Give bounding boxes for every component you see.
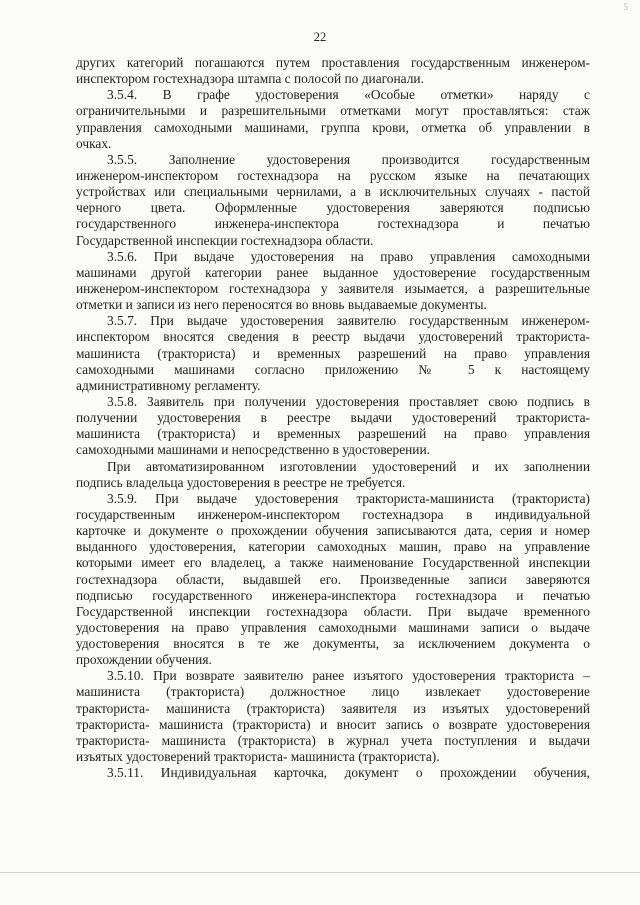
- text-line: выданного удостоверения, категории самоходных машин, право на управление: [76, 539, 590, 555]
- paragraph: [76, 394, 590, 459]
- page-number: 22: [313, 30, 327, 44]
- text-line: подписью государственного инженера-инспектора гостехнадзора и печатью: [76, 587, 590, 603]
- text-line: гостехнадзора области, выдавшей его. Произведенные записи заверяются: [76, 571, 590, 587]
- text-line: машиниста (тракториста) и временных разрешений на право управления: [76, 345, 590, 361]
- text-line: Государственной инспекции гостехнадзора области. При выдаче временного: [76, 603, 590, 619]
- text-line: удостоверения вносятся в те же документы, за исключением документа о: [76, 636, 590, 652]
- text-line: инженером-инспектором гостехнадзора на русском языке на печатающих: [76, 167, 590, 183]
- text-line: тракториста- машиниста (тракториста) в журнал учета поступления и выдачи: [76, 732, 590, 748]
- paragraph: [76, 765, 590, 781]
- text-line: 3.5.9. При выдаче удостоверения тракториста-машиниста (тракториста): [107, 490, 590, 506]
- corner-mark: 5: [623, 2, 628, 12]
- text-line: управления самоходными машинами, группа крови, отметка об управлении в: [76, 119, 590, 135]
- text-line: устройствах или специальными чернилами, а в исключительных случаях - пастой: [76, 184, 590, 200]
- paragraph: [76, 668, 590, 765]
- paragraph: [76, 152, 590, 249]
- text-line: Государственной инспекции гостехнадзора области.: [76, 232, 374, 248]
- text-line: прохождении обучения.: [76, 652, 212, 668]
- text-line: изъятых удостоверений тракториста- машиниста (тракториста).: [76, 749, 440, 765]
- text-line: самоходными машинами и непосредственно в удостоверении.: [76, 442, 430, 458]
- text-line: 3.5.11. Индивидуальная карточка, документ о прохождении обучения,: [107, 765, 590, 781]
- paragraph: [76, 313, 590, 394]
- text-line: тракториста- машиниста (тракториста) и вносит запись о возврате удостоверения: [76, 716, 590, 732]
- text-line: 3.5.8. Заявитель при получении удостоверения проставляет свою подпись в: [107, 393, 590, 409]
- text-line: 3.5.4. В графе удостоверения «Особые отметки» наряду с: [107, 87, 590, 103]
- text-line: При автоматизированном изготовлении удостоверений и их заполнении: [107, 458, 590, 474]
- text-line: очках.: [76, 135, 112, 151]
- paragraph: [76, 249, 590, 314]
- text-line: 3.5.6. При выдаче удостоверения на право управления самоходными: [107, 248, 590, 264]
- text-line: машинами другой категории ранее выданное удостоверение государственным: [76, 264, 590, 280]
- text-line: отметки и записи из него переносятся во вновь выдаваемые документы.: [76, 297, 487, 313]
- text-line: тракториста- машиниста (тракториста) заявителя из изъятых удостоверений: [76, 700, 590, 716]
- text-line: 3.5.7. При выдаче удостоверения заявителю государственным инженером-: [107, 313, 590, 329]
- text-line: самоходными машинами согласно приложению № 5 к настоящему: [76, 361, 590, 377]
- text-line: получении удостоверения в реестре выдачи удостоверений тракториста-: [76, 410, 590, 426]
- text-line: машиниста (тракториста) и временных разрешений на право управления: [76, 426, 590, 442]
- text-line: государственного инженера-инспектора гостехнадзора и печатью: [76, 216, 590, 232]
- text-line: инспектором вносятся сведения в реестр выдачи удостоверений тракториста-: [76, 329, 590, 345]
- text-line: 3.5.10. При возврате заявителю ранее изъятого удостоверения тракториста –: [107, 668, 590, 684]
- text-line: подпись владельца удостоверения в реестре не требуется.: [76, 474, 406, 490]
- text-line: административному регламенту.: [76, 377, 261, 393]
- page-bottom-edge: [0, 872, 640, 873]
- text-line: инженером-инспектором гостехнадзора у заявителя изымается, а разрешительные: [76, 280, 590, 296]
- text-line: черного цвета. Оформленные удостоверения заверяются подписью: [76, 200, 590, 216]
- text-line: удостоверения на право управления самоходными машинами записи о выдаче: [76, 619, 590, 635]
- text-line: 3.5.5. Заполнение удостоверения производится государственным: [107, 151, 590, 167]
- text-line: государственным инженером-инспектором гостехнадзора в индивидуальной: [76, 506, 590, 522]
- text-line: машиниста (тракториста) должностное лицо извлекает удостоверение: [76, 684, 590, 700]
- text-line: инспектором гостехнадзора штампа с полосой по диагонали.: [76, 71, 424, 87]
- paragraph: [76, 55, 590, 87]
- text-line: других категорий погашаются путем проставления государственным инженером-: [76, 55, 590, 70]
- paragraph: [76, 459, 590, 491]
- text-line: ограничительными и разрешительными отметками могут проставляться: стаж: [76, 103, 590, 119]
- paragraph: [76, 491, 590, 669]
- text-line: карточке и документе о прохождении обучения записываются дата, серия и номер: [76, 523, 590, 539]
- document-body: [76, 55, 590, 781]
- paragraph: [76, 87, 590, 152]
- text-line: которыми имеет его владелец, а также наименование Государственной инспекции: [76, 555, 590, 571]
